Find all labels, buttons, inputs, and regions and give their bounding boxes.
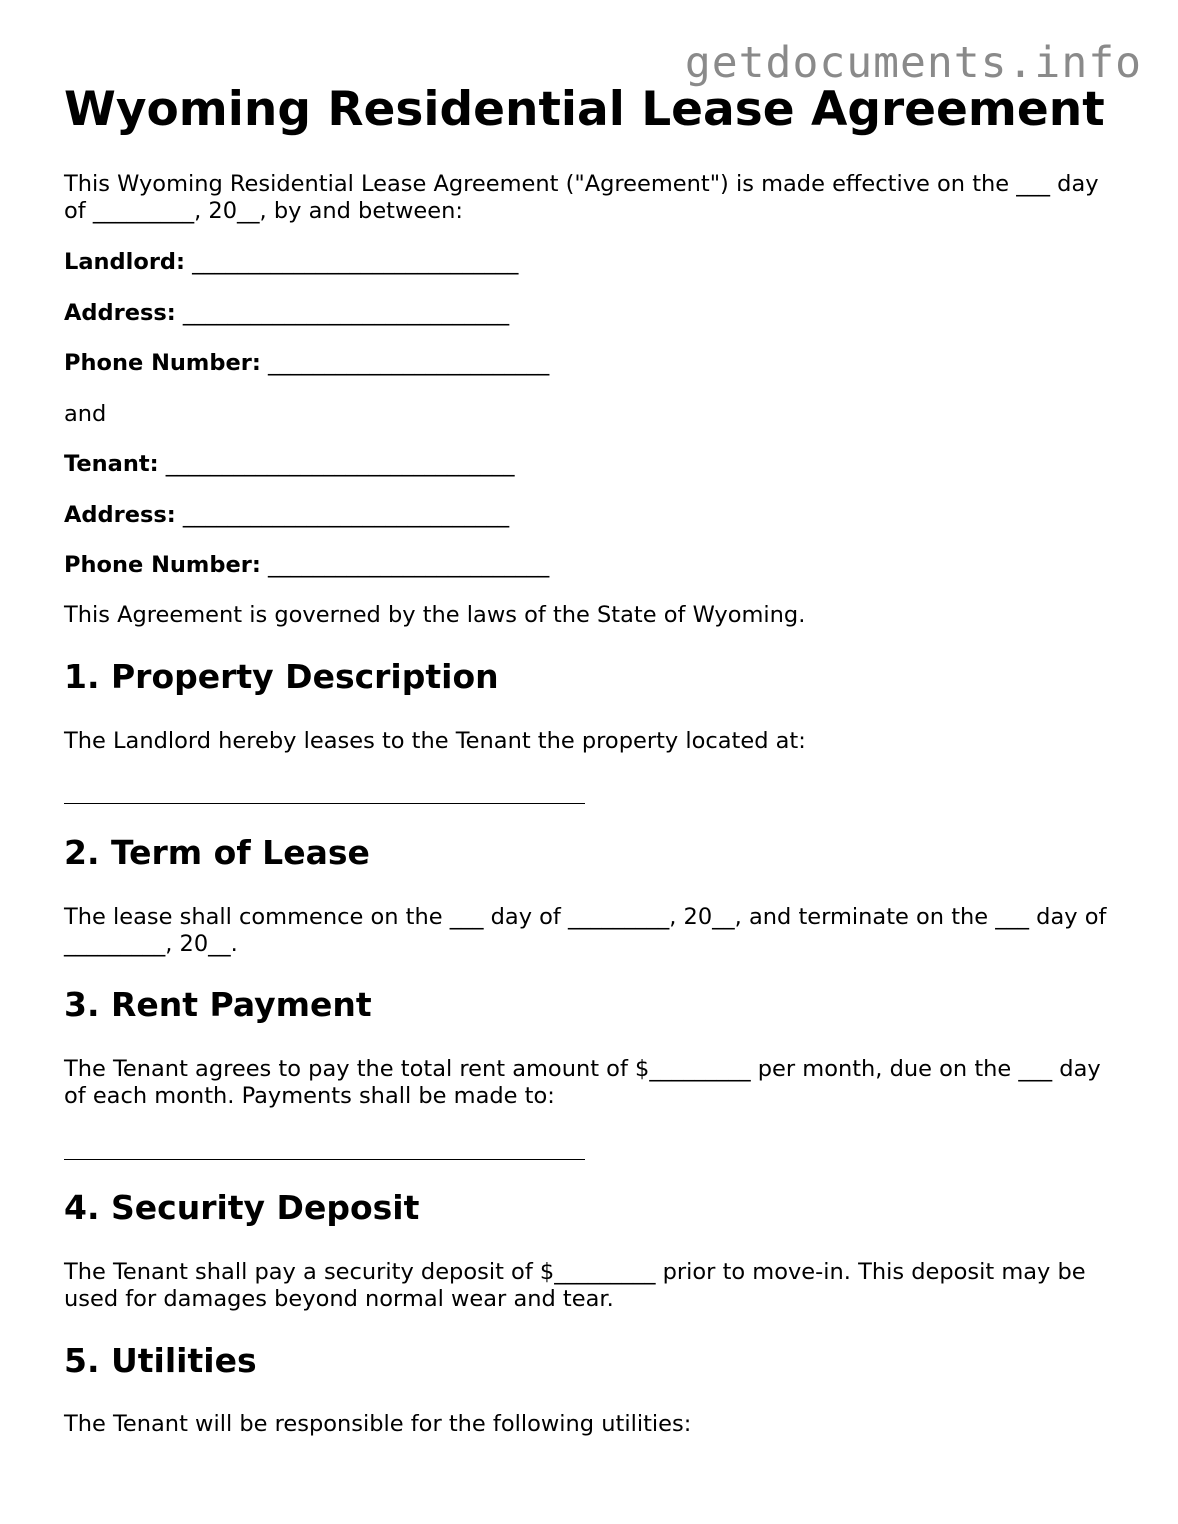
landlord-name-label: Landlord: (64, 249, 186, 275)
tenant-phone-line (64, 552, 1124, 579)
tenant-address-line (64, 502, 1124, 529)
section-body-property: The Landlord hereby leases to the Tenant the property located at: (64, 728, 806, 754)
landlord-name-line (64, 249, 1124, 276)
tenant-phone-blank: _________________________ (268, 552, 550, 578)
intro-paragraph: This Wyoming Residential Lease Agreement ("Agreement") is made effective on the ___ day of _________, 20__, by and between: (64, 171, 1099, 224)
tenant-address-label: Address: (64, 502, 176, 528)
section-heading-utilities: 5. Utilities (64, 1341, 257, 1380)
landlord-name-blank: _____________________________ (192, 249, 519, 275)
section-body-rent: The Tenant agrees to pay the total rent amount of $_________ per month, due on the ___ day of each month. Payments shall be made to: (64, 1056, 1101, 1109)
property-address-blank-line (64, 803, 585, 804)
governing-law-text: This Agreement is governed by the laws of the State of Wyoming. (64, 602, 806, 628)
landlord-phone-label: Phone Number: (64, 350, 261, 376)
tenant-name-label: Tenant: (64, 451, 159, 477)
section-heading-deposit: 4. Security Deposit (64, 1188, 420, 1227)
tenant-name-line (64, 451, 1124, 478)
watermark: getdocuments.info (684, 38, 1142, 88)
section-body-term: The lease shall commence on the ___ day of _________, 20__, and terminate on the ___ day of _________, 20__. (64, 904, 1107, 957)
section-heading-rent: 3. Rent Payment (64, 985, 372, 1024)
section-body-utilities: The Tenant will be responsible for the following utilities: (64, 1411, 692, 1437)
section-heading-property: 1. Property Description (64, 657, 499, 696)
document-title: Wyoming Residential Lease Agreement (64, 82, 1105, 137)
tenant-name-blank: _______________________________ (165, 451, 515, 477)
tenant-address-blank: _____________________________ (182, 502, 510, 528)
landlord-address-blank: _____________________________ (182, 300, 510, 326)
landlord-address-label: Address: (64, 300, 176, 326)
tenant-phone-label: Phone Number: (64, 552, 261, 578)
landlord-phone-line (64, 350, 1124, 377)
section-body-deposit: The Tenant shall pay a security deposit of $_________ prior to move-in. This deposit may be used for damages beyond normal wear and tear. (64, 1259, 1086, 1312)
landlord-address-line (64, 300, 1124, 327)
section-heading-term: 2. Term of Lease (64, 833, 370, 872)
payee-blank-line (64, 1159, 585, 1160)
and-text: and (64, 401, 107, 427)
landlord-phone-blank: _________________________ (268, 350, 550, 376)
